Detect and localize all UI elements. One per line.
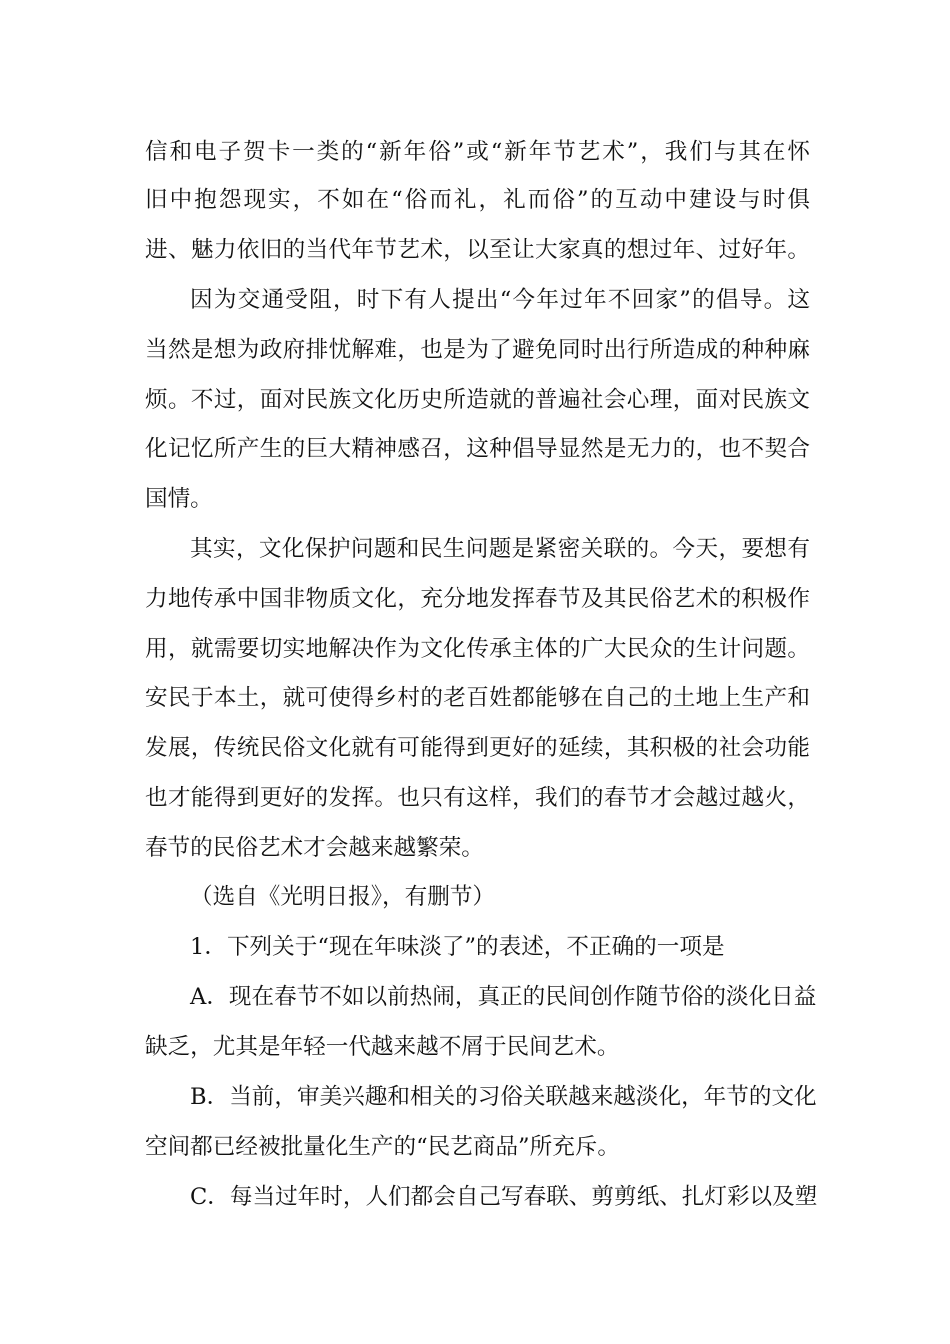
option-c-line: C．每当过年时，人们都会自己写春联、剪剪纸、扎灯彩以及塑 — [190, 1184, 818, 1210]
paragraph-last-line: 国情。 — [145, 486, 213, 512]
question-stem: 1．下列关于“现在年味淡了”的表述，不正确的一项是 — [190, 934, 725, 960]
text-line: 当然是想为政府排忧解难，也是为了避免同时出行所造成的种种麻 — [145, 337, 810, 363]
text-line: 进、魅力依旧的当代年节艺术，以至让大家真的想过年、过好年。 — [145, 237, 810, 263]
option-a-line: A．现在春节不如以前热闹，真正的民间创作随节俗的淡化日益 — [190, 984, 817, 1010]
option-b-line: 空间都已经被批量化生产的“民艺商品”所充斥。 — [145, 1134, 620, 1160]
text-line: 力地传承中国非物质文化，充分地发挥春节及其民俗艺术的积极作 — [145, 586, 810, 612]
text-line: 旧中抱怨现实，不如在“俗而礼，礼而俗”的互动中建设与时俱 — [145, 187, 810, 213]
text-line: 安民于本土，就可使得乡村的老百姓都能够在自己的土地上生产和 — [145, 685, 810, 711]
text-line: 也才能得到更好的发挥。也只有这样，我们的春节才会越过越火， — [145, 785, 810, 811]
option-a-line: 缺乏，尤其是年轻一代越来越不屑于民间艺术。 — [145, 1034, 620, 1060]
paragraph-first-line: 因为交通受阻，时下有人提出“今年过年不回家”的倡导。这 — [190, 287, 810, 313]
source-citation: （选自《光明日报》，有删节） — [190, 884, 496, 910]
text-line: 化记忆所产生的巨大精神感召，这种倡导显然是无力的，也不契合 — [145, 436, 810, 462]
paragraph-first-line: 其实，文化保护问题和民生问题是紧密关联的。今天，要想有 — [190, 536, 810, 562]
text-line: 发展，传统民俗文化就有可能得到更好的延续，其积极的社会功能 — [145, 735, 810, 761]
option-b-line: B．当前，审美兴趣和相关的习俗关联越来越淡化，年节的文化 — [190, 1084, 817, 1110]
text-line: 用，就需要切实地解决作为文化传承主体的广大民众的生计问题。 — [145, 636, 810, 662]
paragraph-last-line: 春节的民俗艺术才会越来越繁荣。 — [145, 835, 484, 861]
text-line: 烦。不过，面对民族文化历史所造就的普遍社会心理，面对民族文 — [145, 387, 810, 413]
text-line: 信和电子贺卡一类的“新年俗”或“新年节艺术”，我们与其在怀 — [145, 139, 810, 165]
